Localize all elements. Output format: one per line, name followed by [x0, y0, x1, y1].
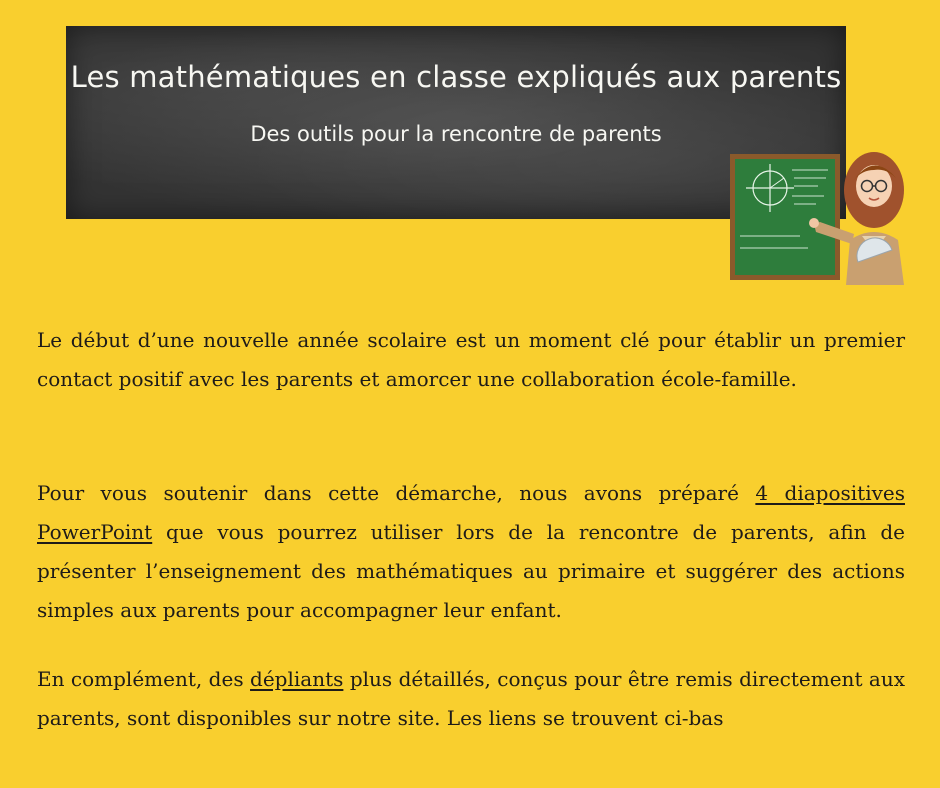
powerpoint-slides-link[interactable]: 4 diapositives PowerPoint [37, 481, 905, 544]
teacher-at-green-board-icon [728, 140, 908, 285]
powerpoint-paragraph [37, 474, 905, 630]
leaflets-text-after: plus détaillés, conçus pour être remis directement aux parents, sont disponibles sur notre site. Les liens se trouvent ci-bas [37, 667, 906, 730]
intro-paragraph: Le début d’une nouvelle année scolaire est un moment clé pour établir un premier contact positif avec les parents et amorcer une collaboration école-famille. [37, 328, 905, 391]
leaflets-paragraph [37, 660, 905, 738]
page-title: Les mathématiques en classe expliqués aux parents [70, 60, 842, 94]
page-subtitle: Des outils pour la rencontre de parents [250, 122, 662, 146]
leaflets-link[interactable]: dépliants [250, 667, 344, 691]
powerpoint-text-after: que vous pourrez utiliser lors de la rencontre de parents, afin de présenter l’enseignement des mathématiques au primaire et suggérer des actions simples aux parents pour accompagner leur enfant. [37, 520, 905, 622]
powerpoint-text-before: Pour vous soutenir dans cette démarche, nous avons préparé [37, 481, 756, 505]
leaflets-text-before: En complément, des [37, 667, 251, 691]
